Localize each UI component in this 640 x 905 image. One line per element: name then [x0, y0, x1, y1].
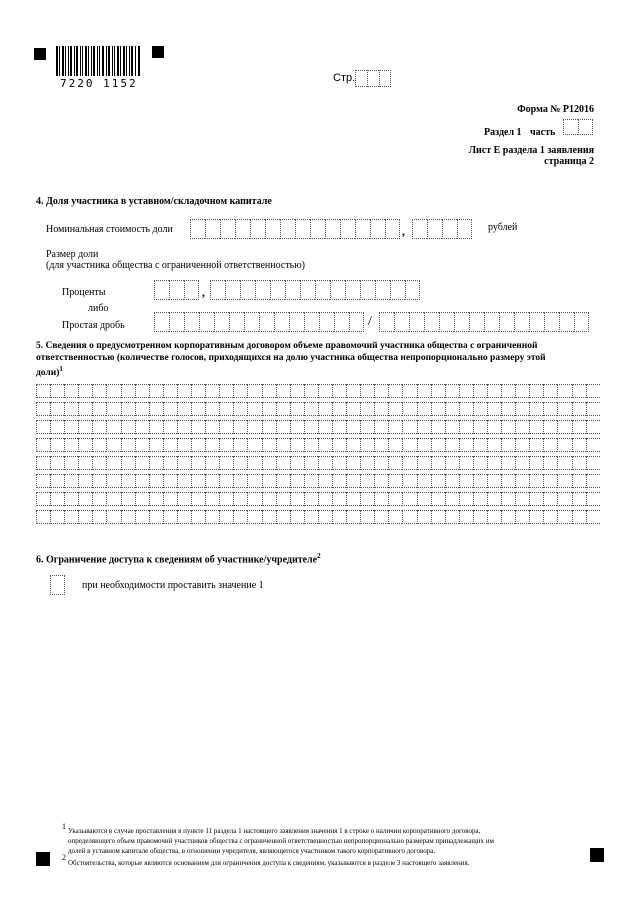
access-restriction-checkbox[interactable] [50, 575, 65, 595]
footnote1-line3: долей в уставном капитале общества, в отношении учредителя, являющегося участником такого корпоративного договора. [68, 847, 436, 855]
percent-separator: , [202, 285, 205, 299]
corner-marker-top-left [34, 48, 46, 60]
section6-title [36, 552, 321, 565]
or-label: либо [88, 303, 109, 314]
fraction-numerator-field[interactable] [154, 312, 364, 332]
page-number-field[interactable] [355, 70, 391, 87]
percent-integer-field[interactable] [154, 280, 199, 300]
grid-row-6[interactable] [36, 474, 600, 488]
section6-title-text: 6. Ограничение доступа к сведениям об участнике/учредителе [36, 554, 318, 566]
part-number-field[interactable] [563, 119, 593, 135]
grid-row-1[interactable] [36, 384, 600, 398]
footnote2-marker: 2 [62, 853, 66, 862]
access-restriction-note: при необходимости проставить значение 1 [82, 580, 264, 591]
corner-marker-bottom-left [36, 852, 50, 866]
grid-row-4[interactable] [36, 438, 600, 452]
percent-fraction-field[interactable] [210, 280, 420, 300]
fraction-slash: / [368, 314, 372, 329]
nominal-value-label: Номинальная стоимость доли [46, 224, 173, 235]
nominal-value-integer-field[interactable] [190, 219, 400, 239]
fraction-denominator-field[interactable] [379, 312, 589, 332]
barcode-number: 7220 1152 [60, 77, 138, 90]
nominal-value-separator: , [402, 224, 405, 238]
footnote2-line1: Обстоятельства, которые являются основанием для ограничения доступа к сведениям, указываются в разделе 3 настоящего заявления. [68, 859, 470, 867]
nominal-value-fraction-field[interactable] [412, 219, 472, 239]
share-size-label: Размер доли [46, 249, 99, 260]
simple-fraction-label: Простая дробь [62, 320, 125, 331]
sheet-label-line2: страница 2 [544, 156, 594, 167]
grid-row-5[interactable] [36, 456, 600, 470]
percent-label: Проценты [62, 287, 106, 298]
section5-footnote-ref: 1 [59, 365, 63, 373]
part-label: часть [530, 127, 556, 138]
section4-title: 4. Доля участника в уставном/складочном капитале [36, 196, 272, 207]
section5-title-line3 [36, 365, 63, 378]
form-label: Форма № Р12016 [517, 104, 594, 115]
rubles-label: рублей [488, 222, 518, 233]
barcode-image [56, 46, 140, 76]
share-size-note: (для участника общества с ограниченной ответственностью) [46, 260, 306, 271]
sheet-label-line1: Лист Е раздела 1 заявления [468, 145, 594, 156]
grid-row-2[interactable] [36, 402, 600, 416]
page-label: Стр. [333, 72, 356, 84]
grid-row-7[interactable] [36, 492, 600, 506]
grid-row-3[interactable] [36, 420, 600, 434]
section6-footnote-ref: 2 [317, 552, 321, 560]
footnote1-line1: Указываются в случае проставления в пункте 11 раздела 1 настоящего заявления значения 1 в строке о наличии корпоративного договора, [68, 827, 481, 835]
section5-title-line2: ответственностью (количестве голосов, приходящихся на долю участника общества непропорционально размеру этой [36, 353, 546, 363]
footnote1-marker: 1 [62, 822, 66, 831]
section5-title-line3-text: доли) [36, 368, 60, 379]
grid-row-8[interactable] [36, 510, 600, 524]
corner-marker-bottom-right [590, 848, 604, 862]
footnote1-line2: определяющего объем правомочий участников общества с ограниченной ответственностью непропорционально размерам принадлежащих им [68, 837, 494, 845]
section-label: Раздел 1 [484, 127, 522, 138]
corner-marker-top-right [152, 46, 164, 58]
section5-title-line1: 5. Сведения о предусмотренном корпоративным договором объеме правомочий участника общества с ограниченной [36, 341, 538, 351]
